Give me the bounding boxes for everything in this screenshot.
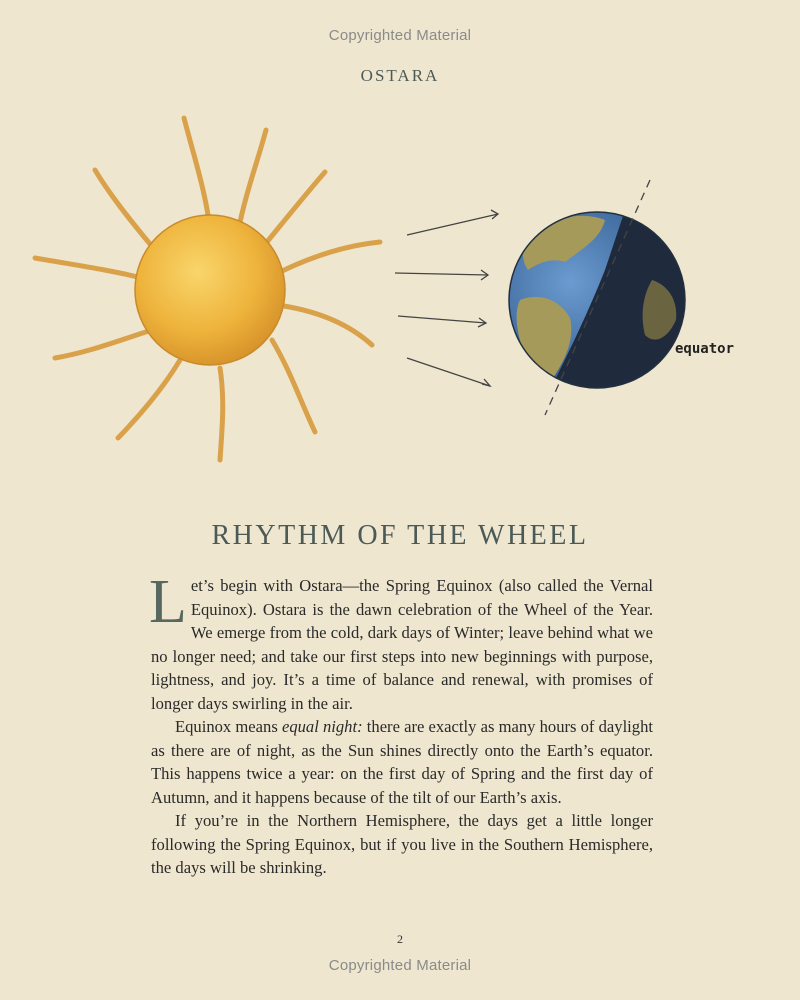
paragraph-3: [151, 809, 653, 880]
paragraph-2-lead: Equinox means: [175, 717, 282, 736]
paragraph-3-text: If you’re in the Northern Hemisphere, the days get a little longer following the Spring Equinox, but if you live in the Southern Hemisphere, the days will be shrinking.: [151, 811, 653, 877]
drop-cap: L: [149, 568, 187, 636]
equator-label: equator: [675, 341, 735, 357]
equinox-illustration: [0, 100, 800, 470]
running-head: OSTARA: [360, 66, 440, 85]
watermark-bottom: Copyrighted Material: [328, 957, 472, 974]
sunlight-arrows: [395, 210, 498, 386]
paragraph-2-text: there are exactly as many hours of daylight as there are of night, as the Sun shines directly onto the Earth’s equator. This happens twice a year: on the first day of Spring and the first day of Autumn, and it happens because of the tilt of our Earth’s axis.: [151, 717, 654, 807]
paragraph-2: [151, 715, 653, 809]
paragraph-1: [149, 568, 653, 715]
page-number: 2: [397, 932, 403, 946]
earth-icon: [509, 180, 700, 415]
body-text: [149, 568, 654, 880]
watermark-top: Copyrighted Material: [328, 27, 472, 44]
paragraph-1-text: et’s begin with Ostara—the Spring Equinox (also called the Vernal Equinox). Ostara is the dawn celebration of the Wheel of the Year. We emerge from the cold, dark days of Winter; leave behind what we no longer need; and take our first steps into new beginnings with purpose, lightness, and joy. It’s a time of balance and renewal, with promises of longer days swirling in the air.: [151, 576, 653, 713]
section-title: RHYTHM OF THE WHEEL: [211, 520, 589, 551]
sun-icon: [35, 118, 380, 460]
paragraph-2-italic: equal night:: [281, 717, 363, 736]
